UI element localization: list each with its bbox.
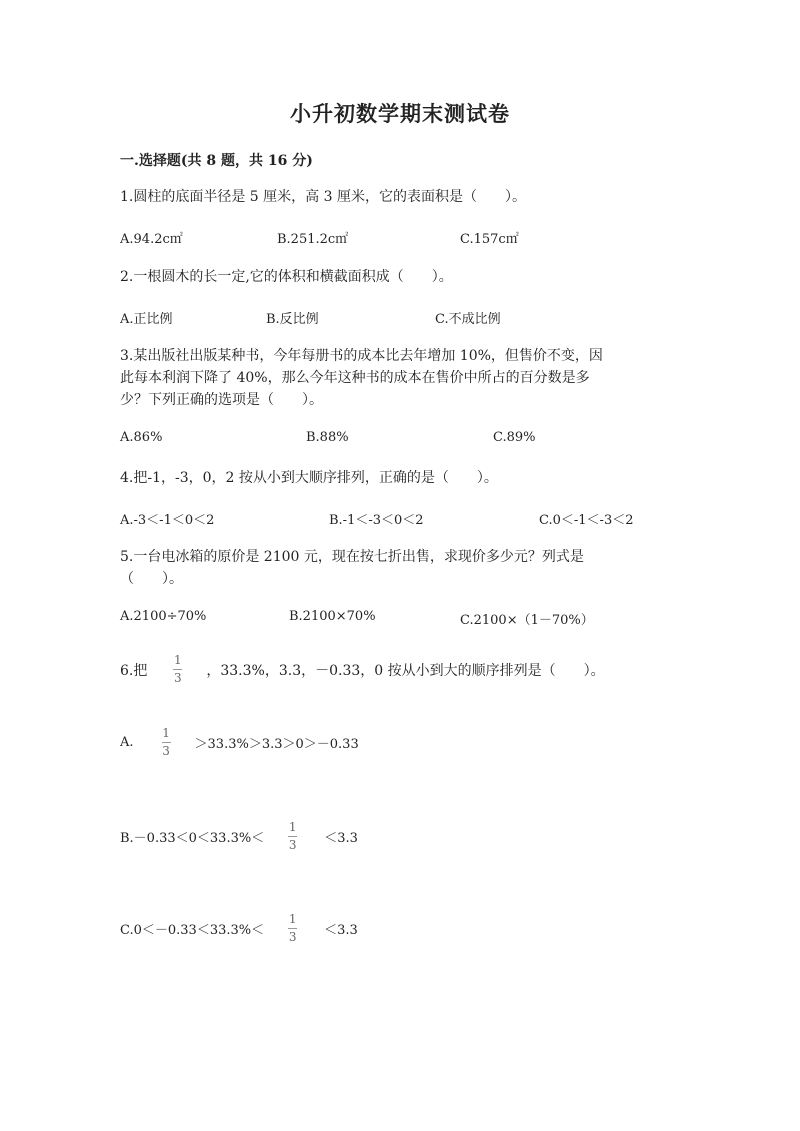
fraction-numerator: 1 — [288, 820, 297, 834]
question-1-options — [120, 228, 680, 248]
option-b-text: B.－0.33＜0＜33.3%＜ — [120, 831, 265, 846]
option-a: A.正比例 — [120, 312, 173, 327]
question-6 — [120, 653, 605, 686]
fraction-denominator: 3 — [288, 930, 297, 944]
option-b: B.251.2c㎡ — [277, 232, 349, 247]
question-1: 1.圆柱的底面半径是 5 厘米，高 3 厘米，它的表面积是（ ）。 — [120, 189, 526, 205]
option-b: B.-1＜-3＜0＜2 — [329, 513, 424, 528]
option-c: C.89% — [493, 430, 536, 445]
fraction-numerator: 1 — [174, 653, 182, 667]
question-2-options — [120, 308, 680, 328]
fraction-denominator: 3 — [288, 838, 297, 852]
option-c: C.0＜-1＜-3＜2 — [539, 513, 634, 528]
option-c: C.2100×（1－70%） — [460, 613, 594, 628]
option-b-suffix: ＜3.3 — [324, 831, 358, 846]
fraction-bar — [162, 742, 171, 743]
fraction-bar — [288, 836, 297, 837]
option-b: B.2100×70% — [289, 609, 376, 624]
question-6-option-a — [120, 726, 359, 759]
fraction-one-third — [288, 820, 297, 853]
fraction-numerator: 1 — [162, 726, 170, 740]
fraction-bar — [173, 669, 182, 670]
option-b: B.88% — [306, 430, 349, 445]
question-6-suffix: ，33.3%，3.3，－0.33，0 按从小到大的顺序排列是（ ）。 — [206, 662, 605, 679]
question-2: 2.一根圆木的长一定,它的体积和横截面积成（ ）。 — [120, 269, 453, 285]
option-a: A.86% — [120, 430, 163, 445]
question-4: 4.把-1，-3，0，2 按从小到大顺序排列，正确的是（ ）。 — [120, 470, 498, 486]
question-3-options — [120, 430, 680, 450]
question-5-line-1: 5.一台电冰箱的原价是 2100 元，现在按七折出售，求现价多少元？列式是 — [120, 549, 584, 565]
option-a: A.94.2c㎡ — [120, 232, 183, 247]
option-c-text: C.0＜－0.33＜33.3%＜ — [120, 923, 265, 938]
option-a-text: ＞33.3%＞3.3＞0＞－0.33 — [194, 737, 359, 752]
question-5-options — [120, 609, 680, 629]
fraction-one-third — [162, 726, 171, 759]
question-5 — [120, 546, 680, 590]
fraction-one-third — [173, 653, 182, 686]
section-heading: 一.选择题(共 8 题，共 16 分) — [120, 153, 313, 169]
question-6-option-c — [120, 912, 358, 945]
option-a: A.-3＜-1＜0＜2 — [120, 513, 215, 528]
page-title: 小升初数学期末测试卷 — [290, 101, 510, 126]
option-c: C.157c㎡ — [460, 232, 519, 247]
fraction-bar — [288, 928, 297, 929]
question-3 — [120, 345, 680, 411]
option-a: A.2100÷70% — [120, 609, 207, 624]
fraction-numerator: 1 — [288, 912, 297, 926]
fraction-one-third — [288, 912, 297, 945]
question-5-line-2: （ ）。 — [120, 571, 183, 587]
question-3-line-2: 此每本利润下降了 40%，那么今年这种书的成本在售价中所占的百分数是多 — [120, 370, 590, 386]
option-b: B.反比例 — [266, 312, 319, 327]
fraction-denominator: 3 — [174, 671, 182, 685]
question-3-line-1: 3.某出版社出版某种书，今年每册书的成本比去年增加 10%，但售价不变，因 — [120, 348, 603, 364]
question-6-prefix: 6.把 — [120, 662, 148, 679]
question-4-options — [120, 509, 680, 529]
option-c-suffix: ＜3.3 — [324, 923, 358, 938]
question-3-line-3: 少？下列正确的选项是（ ）。 — [120, 392, 323, 408]
question-6-option-b — [120, 820, 358, 853]
option-a-label: A. — [120, 735, 134, 750]
option-c: C.不成比例 — [435, 312, 501, 327]
fraction-denominator: 3 — [162, 744, 170, 758]
